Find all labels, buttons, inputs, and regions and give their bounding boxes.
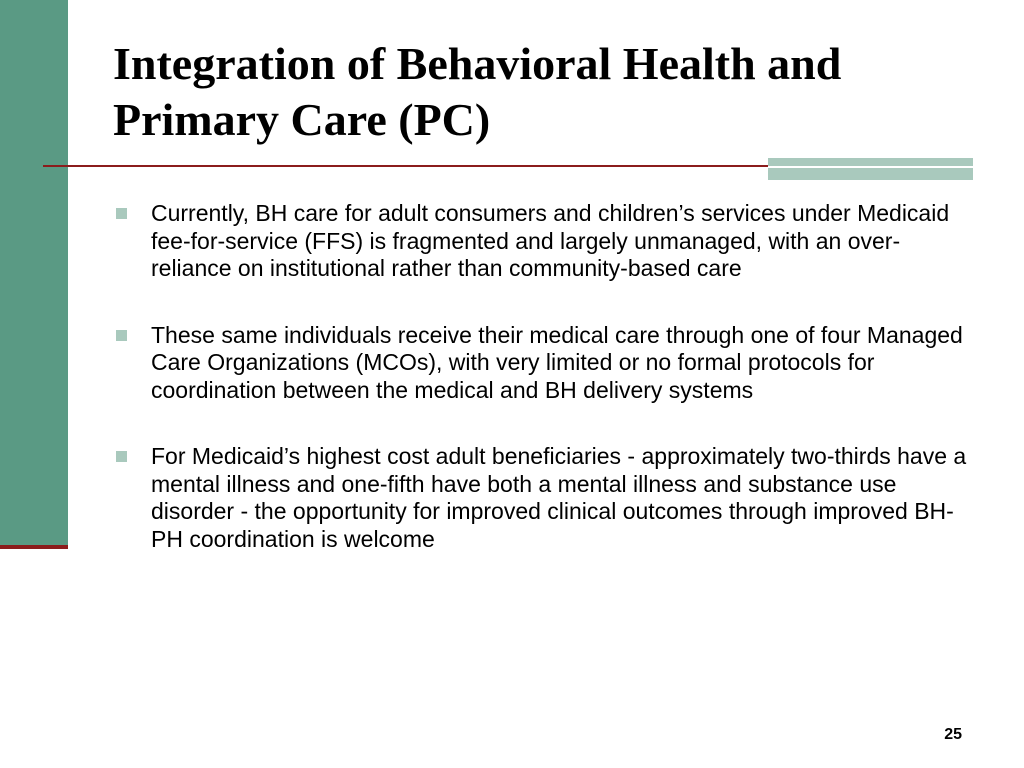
left-sidebar-bar [0,0,68,545]
bullet-list [113,200,973,592]
slide-title: Integration of Behavioral Health and Primary Care (PC) [113,38,842,145]
page-number: 25 [944,726,962,743]
bullet-item [113,443,973,553]
bullet-text: For Medicaid’s highest cost adult beneficiaries - approximately two-thirds have a mental illness and one-fifth have both a mental illness and substance use disorder - the opportunity for improved clinical outcomes through improved BH-PH coordination is welcome [151,443,967,552]
title-accent-block [768,158,973,180]
square-bullet-icon [116,208,127,219]
square-bullet-icon [116,330,127,341]
bullet-item [113,200,973,283]
bullet-item [113,322,973,405]
title-accent-stripe [768,166,973,168]
left-sidebar-rule [0,545,68,549]
bullet-text: These same individuals receive their medical care through one of four Managed Care Organizations (MCOs), with very limited or no formal protocols for coordination between the medical and BH delivery systems [151,321,963,403]
bullet-text: Currently, BH care for adult consumers and children’s services under Medicaid fee-for-service (FFS) is fragmented and largely unmanaged, with an over-reliance on institutional rather than community-based care [151,200,950,281]
square-bullet-icon [116,451,127,462]
